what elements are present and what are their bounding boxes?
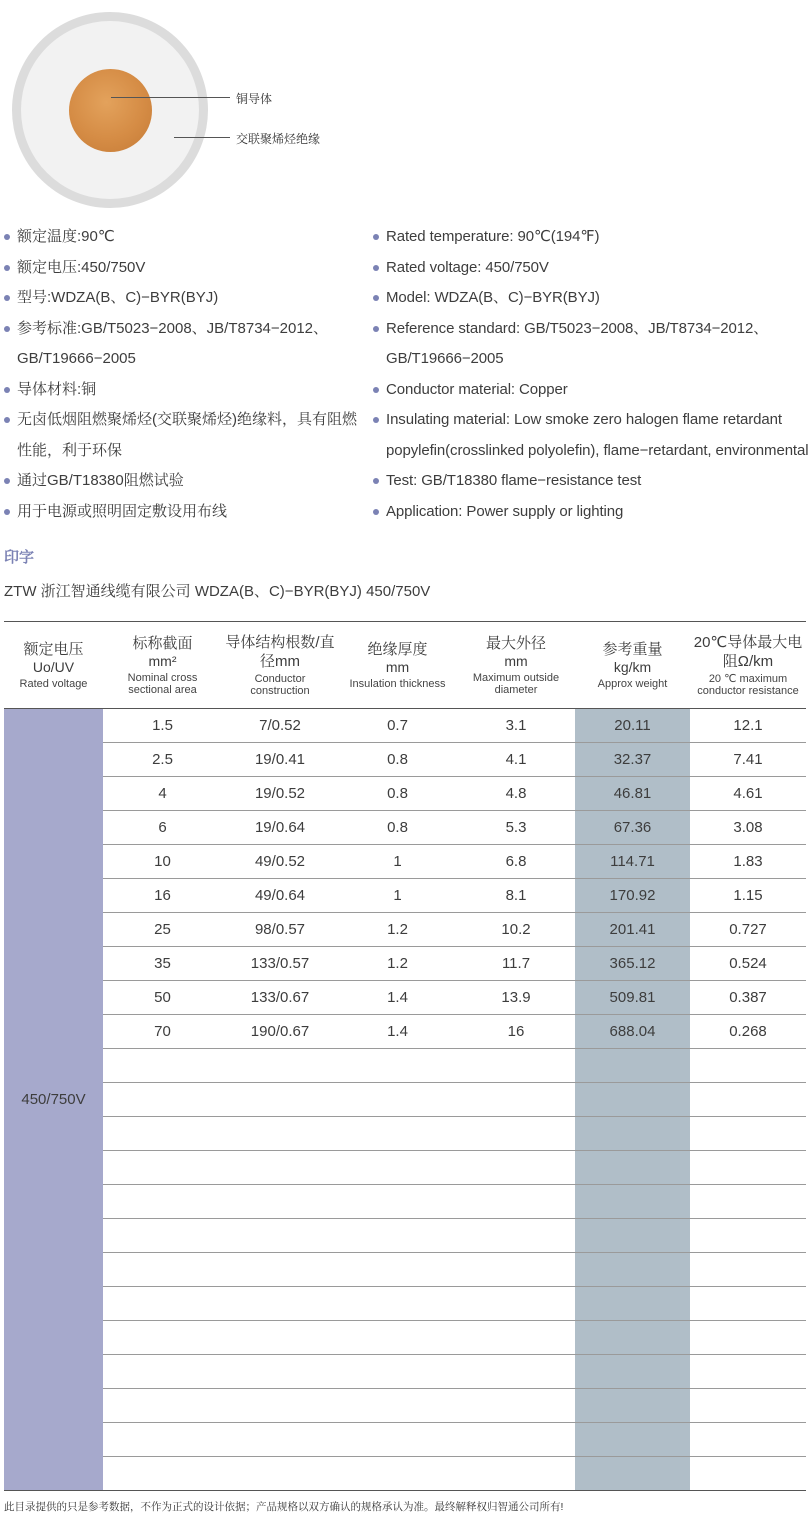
- insulation-label: 交联聚烯烃绝缘: [236, 132, 321, 146]
- table-cell: [457, 1253, 575, 1287]
- table-cell: 1: [338, 845, 457, 879]
- table-cell: 114.71: [575, 845, 690, 879]
- table-cell: [222, 1457, 338, 1491]
- table-cell: [575, 1151, 690, 1185]
- table-header-row: [4, 622, 806, 709]
- table-cell: 1.2: [338, 913, 457, 947]
- table-cell: 46.81: [575, 777, 690, 811]
- spec-item: Conductor material: Copper: [373, 375, 812, 406]
- empty-table-row: [4, 1117, 806, 1151]
- table-cell: [103, 1389, 222, 1423]
- table-cell: 1.83: [690, 845, 806, 879]
- spec-item: Rated temperature: 90℃(194℉): [373, 222, 812, 253]
- spec-item: Reference standard: GB/T5023−2008、JB/T8734−2012、: [373, 314, 812, 345]
- table-cell: [575, 1423, 690, 1457]
- bullet-icon: [4, 326, 10, 332]
- table-cell: [103, 1253, 222, 1287]
- table-cell: 1.2: [338, 947, 457, 981]
- table-cell: 2.5: [103, 743, 222, 777]
- table-row: [4, 879, 806, 913]
- table-cell: [222, 1219, 338, 1253]
- table-cell: [457, 1287, 575, 1321]
- table-cell: 35: [103, 947, 222, 981]
- spec-item: Model: WDZA(B、C)−BYR(BYJ): [373, 283, 812, 314]
- table-cell: 10: [103, 845, 222, 879]
- table-row: [4, 845, 806, 879]
- bullet-icon: [373, 234, 379, 240]
- table-cell: [222, 1185, 338, 1219]
- table-cell: [222, 1287, 338, 1321]
- table-cell: 0.7: [338, 709, 457, 743]
- spec-item: 型号:WDZA(B、C)−BYR(BYJ): [4, 283, 360, 314]
- table-cell: [338, 1457, 457, 1491]
- bullet-icon: [373, 387, 379, 393]
- table-cell: [575, 1355, 690, 1389]
- table-cell: [575, 1457, 690, 1491]
- table-cell: [222, 1321, 338, 1355]
- bullet-icon: [373, 295, 379, 301]
- empty-table-row: [4, 1457, 806, 1491]
- table-cell: [222, 1389, 338, 1423]
- table-cell: [457, 1083, 575, 1117]
- table-cell: [103, 1355, 222, 1389]
- spec-item-continuation: popylefin(crosslinked polyolefin), flame−retardant, environmental: [386, 441, 809, 459]
- table-cell: [690, 1185, 806, 1219]
- table-row: [4, 743, 806, 777]
- column-header-construction: 导体结构根数/直径mm Conductor construction: [222, 622, 338, 709]
- bullet-icon: [4, 478, 10, 484]
- bullet-icon: [373, 265, 379, 271]
- table-cell: 20.11: [575, 709, 690, 743]
- empty-table-row: [4, 1355, 806, 1389]
- marking-text: ZTW 浙江智通线缆有限公司 WDZA(B、C)−BYR(BYJ) 450/750V: [4, 583, 431, 600]
- table-cell: 7/0.52: [222, 709, 338, 743]
- table-cell: [103, 1321, 222, 1355]
- table-cell: [222, 1253, 338, 1287]
- table-cell: 4.1: [457, 743, 575, 777]
- empty-table-row: [4, 1151, 806, 1185]
- table-cell: [690, 1287, 806, 1321]
- table-cell: 4.8: [457, 777, 575, 811]
- spec-item: 无卤低烟阻燃聚烯烃(交联聚烯烃)绝缘料，具有阻燃性能，利于环保: [4, 405, 360, 466]
- spec-item: Insulating material: Low smoke zero halogen flame retardant: [373, 405, 812, 436]
- table-cell: [690, 1049, 806, 1083]
- bullet-icon: [4, 387, 10, 393]
- table-cell: [575, 1049, 690, 1083]
- bullet-icon: [4, 295, 10, 301]
- spec-item: Application: Power supply or lighting: [373, 497, 812, 528]
- spec-item: Test: GB/T18380 flame−resistance test: [373, 466, 812, 497]
- table-cell: [575, 1253, 690, 1287]
- table-row: [4, 981, 806, 1015]
- table-cell: [575, 1083, 690, 1117]
- table-cell: 25: [103, 913, 222, 947]
- table-cell: [457, 1117, 575, 1151]
- spec-item: 额定电压:450/750V: [4, 253, 360, 284]
- table-cell: [575, 1185, 690, 1219]
- table-cell: [338, 1389, 457, 1423]
- table-row: [4, 913, 806, 947]
- table-cell: [690, 1151, 806, 1185]
- table-cell: 1.4: [338, 981, 457, 1015]
- table-cell: 32.37: [575, 743, 690, 777]
- table-row: [4, 777, 806, 811]
- specs-english-list: [373, 222, 812, 527]
- table-cell: 49/0.64: [222, 879, 338, 913]
- spec-item: Rated voltage: 450/750V: [373, 253, 812, 284]
- table-cell: 13.9: [457, 981, 575, 1015]
- table-cell: 0.268: [690, 1015, 806, 1049]
- table-cell: [690, 1423, 806, 1457]
- table-row: [4, 811, 806, 845]
- table-cell: 70: [103, 1015, 222, 1049]
- table-cell: 3.08: [690, 811, 806, 845]
- spec-item: 用于电源或照明固定敷设用布线: [4, 497, 360, 528]
- table-cell: [575, 1389, 690, 1423]
- table-cell: [457, 1049, 575, 1083]
- table-cell: [575, 1321, 690, 1355]
- table-cell: [457, 1457, 575, 1491]
- table-cell: [457, 1151, 575, 1185]
- voltage-cell: 450/750V: [4, 709, 103, 1491]
- table-cell: 365.12: [575, 947, 690, 981]
- table-cell: 1.4: [338, 1015, 457, 1049]
- table-cell: 67.36: [575, 811, 690, 845]
- table-cell: 0.727: [690, 913, 806, 947]
- table-cell: [690, 1117, 806, 1151]
- table-cell: [457, 1219, 575, 1253]
- table-cell: 11.7: [457, 947, 575, 981]
- table-row: [4, 1015, 806, 1049]
- table-cell: 170.92: [575, 879, 690, 913]
- table-cell: 49/0.52: [222, 845, 338, 879]
- table-cell: 4.61: [690, 777, 806, 811]
- table-cell: [103, 1423, 222, 1457]
- table-cell: 19/0.64: [222, 811, 338, 845]
- bullet-icon: [4, 234, 10, 240]
- spec-item: 额定温度:90℃: [4, 222, 360, 253]
- empty-table-row: [4, 1185, 806, 1219]
- table-cell: [338, 1083, 457, 1117]
- table-cell: [338, 1151, 457, 1185]
- footnote: 此目录提供的只是参考数据，不作为正式的设计依据；产品规格以双方确认的规格承认为准。最终解释权归智通公司所有!: [4, 1501, 564, 1513]
- column-header-insulation: 绝缘厚度 mm Insulation thickness: [338, 622, 457, 709]
- table-cell: [222, 1355, 338, 1389]
- table-cell: [103, 1185, 222, 1219]
- table-cell: 133/0.67: [222, 981, 338, 1015]
- table-cell: 509.81: [575, 981, 690, 1015]
- bullet-icon: [4, 509, 10, 515]
- bullet-icon: [4, 265, 10, 271]
- table-cell: [338, 1049, 457, 1083]
- table-cell: [222, 1049, 338, 1083]
- table-cell: 688.04: [575, 1015, 690, 1049]
- empty-table-row: [4, 1287, 806, 1321]
- table-cell: 19/0.41: [222, 743, 338, 777]
- table-cell: [338, 1355, 457, 1389]
- column-header-cross-section: 标称截面 mm² Nominal cross sectional area: [103, 622, 222, 709]
- table-cell: [575, 1219, 690, 1253]
- table-cell: [103, 1083, 222, 1117]
- empty-table-row: [4, 1423, 806, 1457]
- table-cell: [103, 1287, 222, 1321]
- table-cell: [222, 1423, 338, 1457]
- table-cell: 0.387: [690, 981, 806, 1015]
- table-cell: 7.41: [690, 743, 806, 777]
- table-cell: 50: [103, 981, 222, 1015]
- spec-item: 导体材料:铜: [4, 375, 360, 406]
- table-cell: [575, 1287, 690, 1321]
- empty-table-row: [4, 1083, 806, 1117]
- table-cell: [457, 1321, 575, 1355]
- table-cell: [690, 1219, 806, 1253]
- empty-table-row: [4, 1253, 806, 1287]
- bullet-icon: [373, 326, 379, 332]
- table-cell: 0.8: [338, 743, 457, 777]
- table-cell: [690, 1083, 806, 1117]
- bullet-icon: [373, 417, 379, 423]
- empty-table-row: [4, 1049, 806, 1083]
- table-cell: 4: [103, 777, 222, 811]
- table-cell: [690, 1389, 806, 1423]
- table-cell: 1.15: [690, 879, 806, 913]
- table-cell: [690, 1355, 806, 1389]
- table-cell: 16: [103, 879, 222, 913]
- table-cell: [575, 1117, 690, 1151]
- table-cell: [457, 1355, 575, 1389]
- table-cell: 1.5: [103, 709, 222, 743]
- spec-item-continuation: GB/T19666−2005: [386, 350, 504, 367]
- table-cell: 6: [103, 811, 222, 845]
- table-cell: 6.8: [457, 845, 575, 879]
- table-cell: 19/0.52: [222, 777, 338, 811]
- column-header-resistance: 20℃导体最大电阻Ω/km 20 ℃ maximum conductor resistance: [690, 622, 806, 709]
- spec-item: 通过GB/T18380阻燃试验: [4, 466, 360, 497]
- table-cell: [338, 1253, 457, 1287]
- table-cell: [338, 1423, 457, 1457]
- table-cell: 0.8: [338, 811, 457, 845]
- insulation-leader-line: [174, 137, 230, 138]
- table-row: [4, 947, 806, 981]
- marking-title: 印字: [4, 549, 35, 566]
- table-cell: 5.3: [457, 811, 575, 845]
- table-cell: 98/0.57: [222, 913, 338, 947]
- bullet-icon: [373, 509, 379, 515]
- column-header-outside-diameter: 最大外径 mm Maximum outside diameter: [457, 622, 575, 709]
- table-cell: [222, 1151, 338, 1185]
- table-cell: 3.1: [457, 709, 575, 743]
- spec-table: [4, 621, 806, 1491]
- table-cell: [457, 1389, 575, 1423]
- table-cell: [103, 1219, 222, 1253]
- table-cell: [222, 1117, 338, 1151]
- column-header-weight: 参考重量 kg/km Approx weight: [575, 622, 690, 709]
- empty-table-row: [4, 1219, 806, 1253]
- table-cell: [338, 1117, 457, 1151]
- spec-item: 参考标准:GB/T5023−2008、JB/T8734−2012、GB/T19666−2005: [4, 314, 360, 375]
- table-cell: [690, 1321, 806, 1355]
- table-cell: 16: [457, 1015, 575, 1049]
- table-body: [4, 709, 806, 1491]
- table-cell: [103, 1151, 222, 1185]
- table-cell: [222, 1083, 338, 1117]
- table-cell: 0.8: [338, 777, 457, 811]
- column-header-voltage: 额定电压 Uo/UV Rated voltage: [4, 622, 103, 709]
- table-cell: 1: [338, 879, 457, 913]
- table-cell: [457, 1423, 575, 1457]
- empty-table-row: [4, 1321, 806, 1355]
- table-cell: 12.1: [690, 709, 806, 743]
- table-cell: [690, 1253, 806, 1287]
- conductor-label: 铜导体: [236, 92, 273, 106]
- table-cell: 133/0.57: [222, 947, 338, 981]
- table-cell: 190/0.67: [222, 1015, 338, 1049]
- table-cell: [103, 1457, 222, 1491]
- table-cell: [338, 1287, 457, 1321]
- table-cell: 0.524: [690, 947, 806, 981]
- table-cell: 10.2: [457, 913, 575, 947]
- table-cell: [338, 1219, 457, 1253]
- table-row: [4, 709, 806, 743]
- table-cell: [338, 1185, 457, 1219]
- table-cell: [457, 1185, 575, 1219]
- table-cell: [103, 1049, 222, 1083]
- table-cell: [103, 1117, 222, 1151]
- table-cell: [338, 1321, 457, 1355]
- copper-conductor: [69, 69, 152, 152]
- specs-chinese-list: [4, 222, 360, 527]
- table-cell: 201.41: [575, 913, 690, 947]
- table-cell: 8.1: [457, 879, 575, 913]
- cable-cross-section: [0, 0, 812, 215]
- bullet-icon: [4, 417, 10, 423]
- conductor-leader-line: [111, 97, 230, 98]
- empty-table-row: [4, 1389, 806, 1423]
- table-cell: [690, 1457, 806, 1491]
- bullet-icon: [373, 478, 379, 484]
